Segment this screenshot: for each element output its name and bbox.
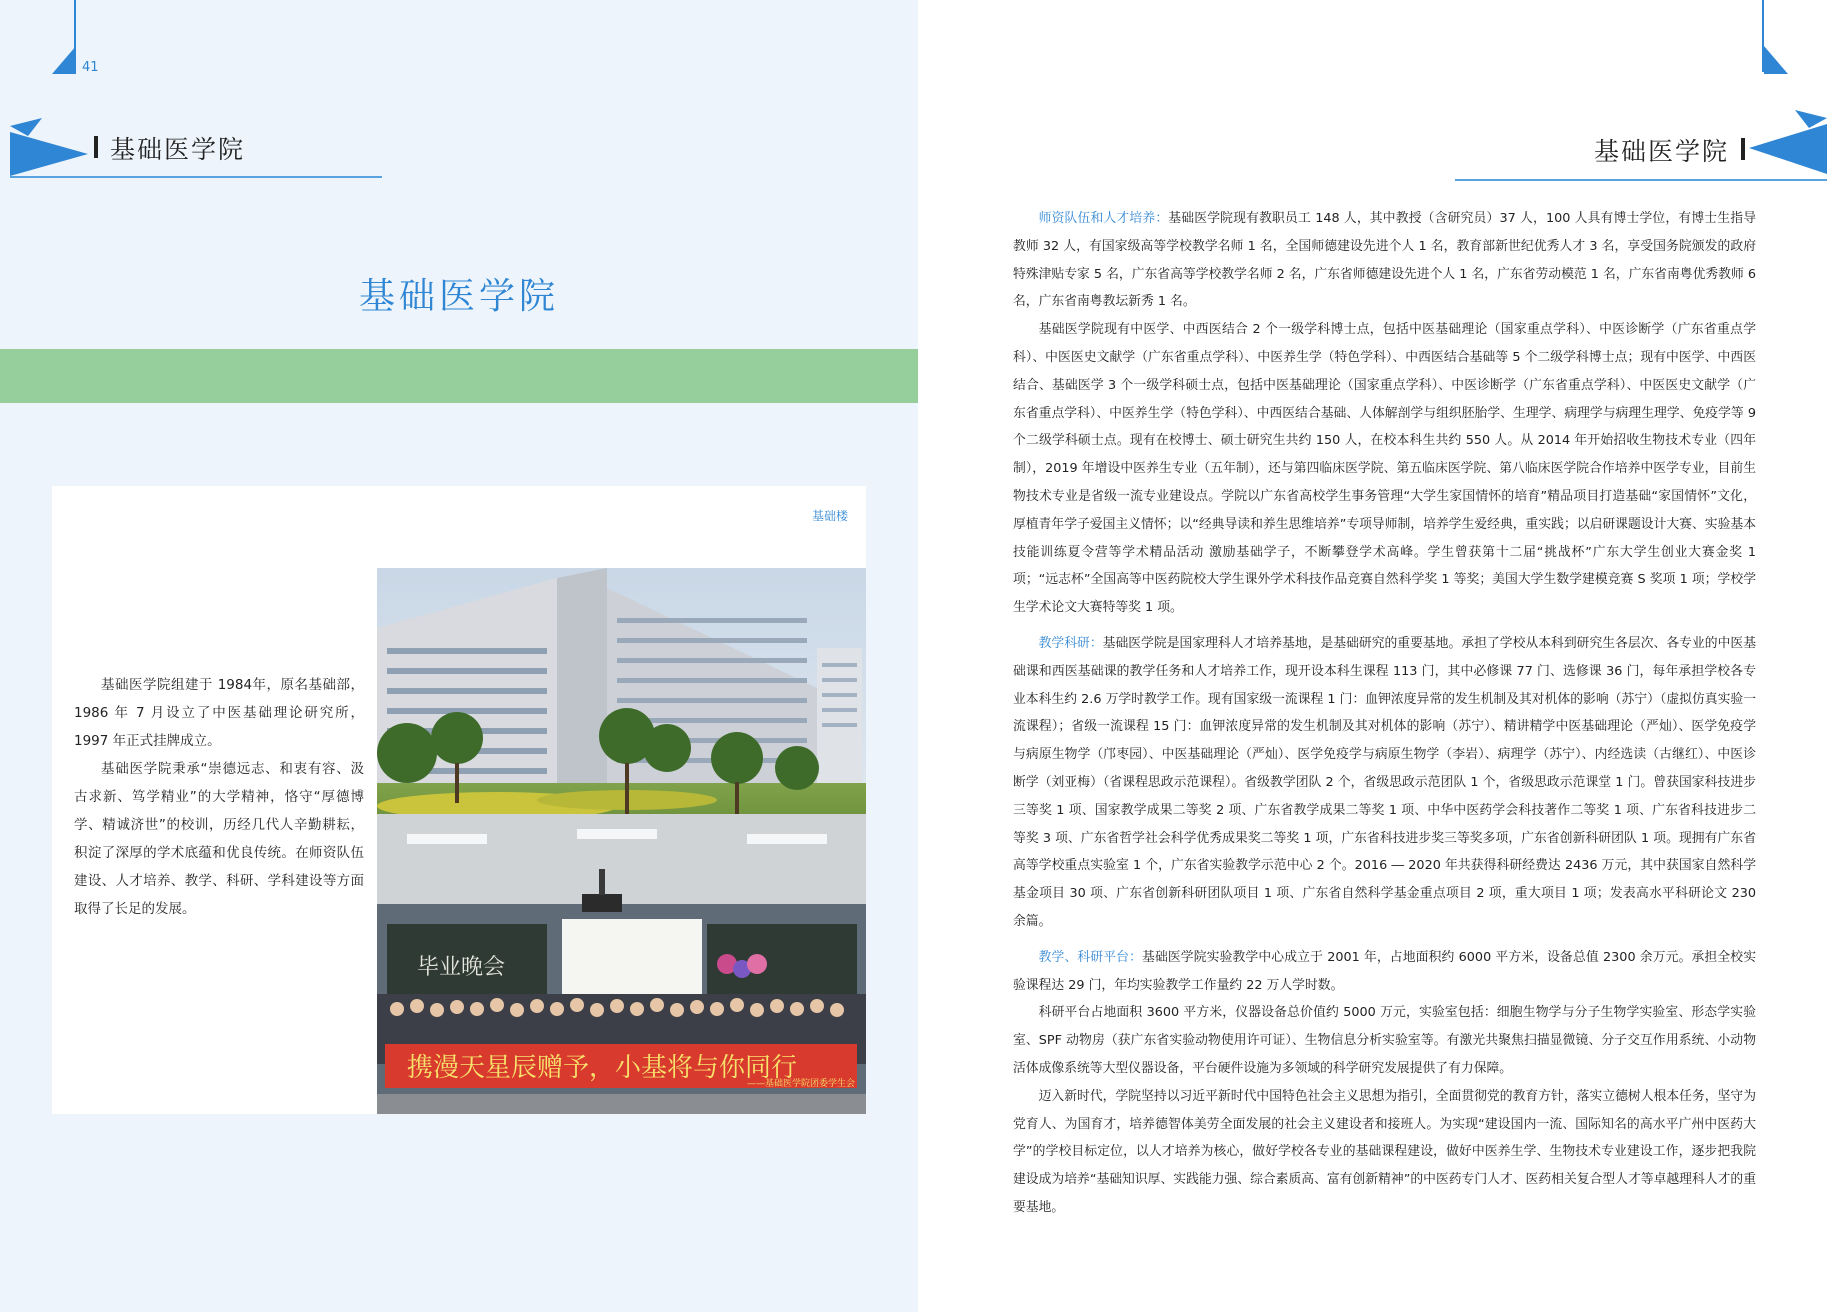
green-band xyxy=(0,349,918,403)
page-number-right: 42 xyxy=(1762,60,1779,75)
chalk-text: 毕业晚会 xyxy=(417,955,506,980)
banner-sub-text: ——基础医学院团委学生会 xyxy=(747,1079,856,1089)
photo-area xyxy=(377,486,866,1114)
section-keyword: 教学科研： xyxy=(1038,635,1103,651)
section-disciplines: 基础医学院现有中医学、中西医结合 2 个一级学科博士点，包括中医基础理论（国家重点学科）、中医诊断学（广东省重点学科）、中医医史文献学（广东省重点学科）、中医养生学（特色学科）、中西医结合基础等 5 个二级学科博士点；现有中医学、中西医结合、基础医学 3 个一级学科硕士点，包括中医基础理论（国家重点学科）、中医诊断学（广东省重点学科）、中医医史文献学（广东省重点学科）、中医养生学（特色学科）、中西医结合基础、人体解剖学与组织胚胎学、生理学、病理学与病理生理学、免疫学等 9 个二级学科硕士点。现有在校博士、硕士研究生共约 150 人，在校本科生共约 550 人。从 2014 年开始招收生物技术专业（四年制），2019 年增设中医养生专业（五年制），还与第四临床医学院、第五临床医学院、第八临床医学院合作培养中医学专业，目前生物技术专业是省级一流专业建设点。学院以广东省高校学生事务管理“大学生家国情怀的培育”精品项目打造基础“家国情怀”文化，厚植青年学子爱国主义情怀；以“经典导读和养生思维培养”专项导师制，培养学生爱经典，重实践；以启研课题设计大赛、实验基本技能训练夏令营等学术精品活动 激励基础学子，不断攀登学术高峰。学生曾获第十二届“挑战杯”广东大学生创业大赛金奖 1 项；“远志杯”全国高等中医药院校大学生课外学术科技作品竞赛自然科学奖 1 等奖；美国大学生数学建模竞赛 S 奖项 1 项；学校学生学术论文大赛特等奖 1 项。 xyxy=(1013,322,1756,616)
banner-main-text: 携漫天星辰赠予，小基将与你同行 xyxy=(407,1053,798,1083)
section-new-era: 迈入新时代，学院坚持以习近平新时代中国特色社会主义思想为指引，全面贯彻党的教育方针，落实立德树人根本任务，坚守为党育人、为国育才，培养德智体美劳全面发展的社会主义建设者和接班人。为实现“建设国内一流、国际知名的高水平广州中医药大学”的学校目标定位，以人才培养为核心，做好学校各专业的基础课程建设，做好中医养生学、生物技术专业建设工作，逐步把我院建设成为培养“基础知识厚、实践能力强、综合素质高、富有创新精神”的中医药专门人才、医药相关复合型人才等卓越理科人才的重要基地。 xyxy=(1013,1088,1756,1215)
section-keyword: 教学、科研平台： xyxy=(1038,949,1143,965)
main-title: 基础医学院 xyxy=(358,276,559,317)
page-number-left: 41 xyxy=(82,60,99,75)
section-teaching-research: 教学科研：基础医学院是国家理科人才培养基地，是基础研究的重要基地。承担了学校从本科到研究生各层次、各专业的中医基础课和西医基础课的教学任务和人才培养工作，现开设本科生课程 113 门，其中必修课 77 门、选修课 36 门，每年承担学校各专业本科生约 2.6 万学时教学工作。现有国家级一流课程 1 门：血钾浓度异常的发生机制及其对机体的影响（苏宁）（虚拟仿真实验一流课程）；省级一流课程 15 门：血钾浓度异常的发生机制及其对机体的影响（苏宁）、精讲精学中医基础理论（严灿）、医学免疫学与病原生物学（邝枣园）、中医基础理论（严灿）、医学免疫学与病原生物学（李岩）、病理学（苏宁）、内经选读（古继红）、中医诊断学（刘亚梅）（省课程思政示范课程）。省级教学团队 2 个，省级思政示范团队 1 个，省级思政示范课堂 1 门。曾获国家科技进步三等奖 1 项、国家教学成果二等奖 2 项、广东省教学成果二等奖 1 项、中华中医药学会科技著作二等奖 1 项、广东省科技进步二等奖 3 项、广东省哲学社会科学优秀成果奖二等奖 1 项，广东省科技进步奖三等奖多项，广东省创新科研团队 1 项。现拥有广东省高等学校重点实验室 1 个，广东省实验教学示范中心 2 个。2016 ― 2020 年共获得科研经费达 2436 万元，其中获国家自然科学基金项目 30 项、广东省创新科研团队项目 1 项、广东省自然科学基金重点项目 2 项，重大项目 1 项；发表高水平科研论文 230 余篇。 xyxy=(1013,635,1757,929)
header-title-left: 基础医学院 xyxy=(110,135,246,164)
header-title-right: 基础医学院 xyxy=(1593,137,1729,166)
header-bar xyxy=(94,136,98,158)
header-bar xyxy=(1741,138,1745,160)
intro-paragraph-1: 基础医学院组建于 1984年，原名基础部，1986 年 7 月设立了中医基础理论研究所，1997 年正式挂牌成立。 xyxy=(74,677,364,749)
header-underline xyxy=(1455,179,1827,181)
corner-triangle xyxy=(52,46,76,74)
header-arrow-icon xyxy=(1747,110,1827,176)
header-underline xyxy=(10,176,382,178)
intro-text xyxy=(74,671,364,923)
header-arrow-icon xyxy=(10,118,90,178)
classroom-photo xyxy=(377,814,866,1114)
section-platform: 教学、科研平台：基础医学院实验教学中心成立于 2001 年，占地面积约 6000 平方米，设备总值 2300 余万元。承担全校实验课程达 29 门，年均实验教学工作量约 22 万人学时数。 xyxy=(1013,949,1757,993)
photo-caption: 基础楼 xyxy=(811,509,848,523)
intro-paragraph-2: 基础医学院秉承“崇德远志、和衷有容、汲古求新、笃学精业”的大学精神，恪守“厚德博学、精诚济世”的校训，历经几代人辛勤耕耘，积淀了深厚的学术底蕴和优良传统。在师资队伍建设、人才培养、教学、科研、学科建设等方面取得了长足的发展。 xyxy=(74,761,364,917)
section-faculty: 师资队伍和人才培养：基础医学院现有教职员工 148 人，其中教授（含研究员）37 人，100 人具有博士学位，有博士生指导教师 32 人，有国家级高等学校教学名师 1 名，全国师德建设先进个人 1 名，教育部新世纪优秀人才 3 名，享受国务院颁发的政府特殊津贴专家 5 名，广东省高等学校教学名师 2 名，广东省师德建设先进个人 1 名，广东省劳动模范 1 名，广东省南粤优秀教师 6 名，广东省南粤教坛新秀 1 名。 xyxy=(1013,211,1757,310)
body-text xyxy=(1013,205,1756,1222)
right-page xyxy=(918,0,1837,1312)
section-keyword: 师资队伍和人才培养： xyxy=(1038,211,1169,226)
intro-card xyxy=(52,486,866,1114)
section-research-platform: 科研平台占地面积 3600 平方米，仪器设备总价值约 5000 万元，实验室包括：细胞生物学与分子生物学实验室、形态学实验室、SPF 动物房（获广东省实验动物使用许可证）、生物信息分析实验室等。有激光共聚焦扫描显微镜、分子交互作用系统、小动物活体成像系统等大型仪器设备，平台硬件设施为多领域的科学研究发展提供了有力保障。 xyxy=(1013,1005,1756,1076)
left-page xyxy=(0,0,918,1312)
